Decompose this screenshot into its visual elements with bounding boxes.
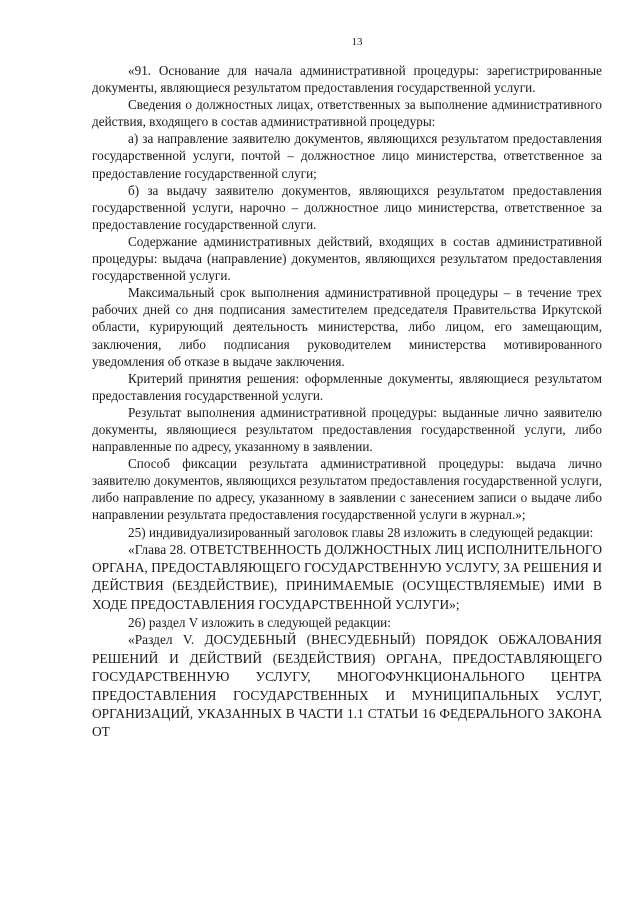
- paragraph-max-term: Максимальный срок выполнения административной процедуры – в течение трех рабочих дней со дня подписания заместителем председателя Правительства Иркутской области, курирующий деятельность министерства, либо лицом, его замещающим, заключения, либо подписания руководителем министерства мотивированного уведомления об отказе в выдаче заключения.: [92, 285, 602, 369]
- chapter-28-heading: «Глава 28. ОТВЕТСТВЕННОСТЬ ДОЛЖНОСТНЫХ ЛИЦ ИСПОЛНИТЕЛЬНОГО ОРГАНА, ПРЕДОСТАВЛЯЮЩЕГО ГОСУДАРСТВЕННУЮ УСЛУГУ, ЗА РЕШЕНИЯ И ДЕЙСТВИЯ (БЕЗДЕЙСТВИЕ), ПРИНИМАЕМЫЕ (ОСУЩЕСТВЛЯЕМЫЕ) ИМИ В ХОДЕ ПРЕДОСТАВЛЕНИЯ ГОСУДАРСТВЕННОЙ УСЛУГИ»;: [92, 541, 602, 612]
- paragraph-amendment-26: 26) раздел V изложить в следующей редакции:: [128, 615, 391, 631]
- paragraph-responsible-officials: Сведения о должностных лицах, ответственных за выполнение административного действия, входящего в состав административной процедуры:: [92, 97, 602, 130]
- paragraph-procedure-result: Результат выполнения административной процедуры: выданные лично заявителю документы, являющиеся результатом предоставления государственной услуги, либо направленные по адресу, указанному в заявлении.: [92, 404, 602, 455]
- paragraph-actions-content: Содержание административных действий, входящих в состав административной процедуры: выдача (направление) документов, являющихся результатом предоставления государственной услуги.: [92, 233, 602, 284]
- paragraph-amendment-25: 25) индивидуализированный заголовок главы 28 изложить в следующей редакции:: [128, 524, 594, 540]
- paragraph-item-a: а) за направление заявителю документов, являющихся результатом предоставления государственной услуги, почтой – должностное лицо министерства, ответственное за предоставление государственной слуги;: [92, 131, 602, 181]
- section-v-heading: «Раздел V. ДОСУДЕБНЫЙ (ВНЕСУДЕБНЫЙ) ПОРЯДОК ОБЖАЛОВАНИЯ РЕШЕНИЙ И ДЕЙСТВИЙ (БЕЗДЕЙСТВИЯ) ОРГАНА, ПРЕДОСТАВЛЯЮЩЕГО ГОСУДАРСТВЕННУЮ УСЛУГУ, МНОГОФУНКЦИОНАЛЬНОГО ЦЕНТРА ПРЕДОСТАВЛЕНИЯ ГОСУДАРСТВЕННЫХ И МУНИЦИПАЛЬНЫХ УСЛУГ, ОРГАНИЗАЦИЙ, УКАЗАННЫХ В ЧАСТИ 1.1 СТАТЬИ 16 ФЕДЕРАЛЬНОГО ЗАКОНА ОТ: [92, 632, 602, 740]
- paragraph-fixation-method: Способ фиксации результата административной процедуры: выдача лично заявителю документов, являющихся результатом предоставления государственной услуги, либо направление по адресу, указанному в заявлении с занесением записи о выдаче либо направлении результата предоставления государственной услуги в журнал.»;: [92, 456, 602, 523]
- paragraph-item-b: б) за выдачу заявителю документов, являющихся результатом предоставления государственной услуги, нарочно – должностное лицо министерства, ответственное за предоставление государственной слуги.: [92, 182, 602, 232]
- paragraph-91-basis: «91. Основание для начала административной процедуры: зарегистрированные документы, являющиеся результатом предоставления государственной услуги.: [92, 63, 602, 96]
- paragraph-decision-criterion: Критерий принятия решения: оформленные документы, являющиеся результатом предоставления государственной услуги.: [92, 370, 602, 403]
- page-number: 13: [351, 36, 363, 48]
